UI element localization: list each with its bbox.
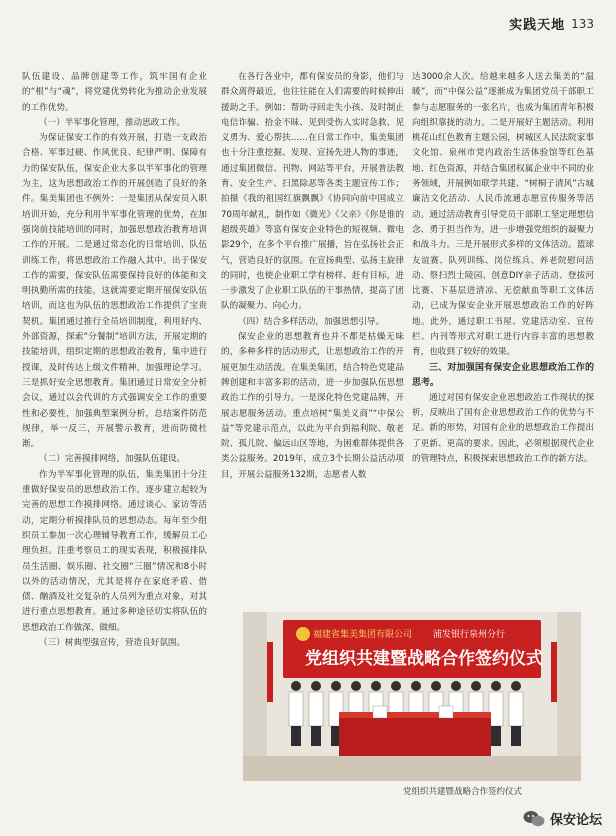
signing-table [339, 716, 491, 756]
section-title: 实践天地 [509, 18, 566, 33]
source-watermark [523, 809, 602, 828]
wechat-icon [523, 810, 545, 828]
paragraph: 作为半军事化管理的队伍，集美集团十分注重做好保安员的思想政治工作，逐步建立起较为完善的思想工作摸排网络。通过谈心、家访等活动，定期分析摸排队员的思想动态。每年至少组织员工参加一次心理辅导教育工作，缓解员工心理负担。注重考察员工的现实表现，积极摸排队员生活圈、娱乐圈、社交圈“三圈”情况和8小时以外的活动情况，尤其是将存在家庭矛盾、借债、酗酒及社交复杂的人员列为重点对象，对其进行重点思想教育。通过多种途径切实将队伍的思想政治工作做深、做细。 [22, 469, 207, 633]
signing-ceremony-figure [243, 612, 581, 797]
text-column-3 [412, 70, 594, 610]
text-column-1 [22, 70, 207, 651]
subheading: （二）完善摸排网络，加强队伍建设。 [39, 454, 186, 465]
page-header [509, 14, 594, 33]
paragraph: 为保证保安工作的有效开展，打造一支政治合格、军事过硬、作风优良、纪律严明、保障有力的保安队伍，保安企业大多以半军事化的管理为主，这为思想政治工作的开展创造了良好的条件。集美集团也不例外：一是集团从保安员入职培训开始，充分利用半军事化管理的优势，在加强岗前技能培训的同时，加强思想政治教育培训工作的开展。二是通过常态化的日常培训、队伍训练工作，将思想政治工作融入其中。出于保安工作的需要，保安队伍需要保持良好的体能和文明执勤所需的技能，这就需要定期开展保安队伍培训，而这也为队伍的思想政治工作提供了宝贵契机。集团通过推行全员培训制度，利用好内、外部资源，探索“分餐制”培训方法，开展定期的技能培训，组织定期的思想政治教育，集中进行授课，及时传达上级文件精神，加强理论学习。三是抓好安全思想教育。集团通过日常安全分析会议，通过以会代训的方式强调安全工作的重要性和必要性，加强典型案例分析，总结案件防范规律，举一反三，开展警示教育，进而防微杜渐。 [22, 133, 207, 450]
subheading: （三）树典型强宣传，营造良好氛围。 [39, 637, 186, 648]
section-heading: 三、对加强国有保安企业思想政治工作的思考。 [412, 362, 594, 388]
photo-illustration [243, 612, 581, 781]
page-number: 133 [571, 16, 594, 31]
signing-ceremony-photo [243, 612, 581, 781]
paragraph: 在各行各业中，都有保安员的身影，他们与群众离得最近，也往往能在人们需要的时候伸出援助之手。例如：帮助寻回走失小孩、及时制止电信诈骗、拾金不昧、见到受伤人实时急救、见义勇为、爱心帮扶……在日常工作中，集美集团也十分注重挖掘、发现、宣扬先进人物的事迹，通过集团微信、刊物、网站等平台，开展普法教育、安全生产、扫黑除恶等各类主题宣传工作；拍摄《我的祖国红旗飘飘》《协同向前中国成立70周年献礼，制作如《微光》《父亲》《你是谁的超级英雄》等富有保安企业特色的短视频、微电影29个，在多个平台推广展播，旨在弘扬社会正气，营造良好的氛围。在宣扬典型、弘扬主旋律的同时，也使企业职工学有榜样、赶有目标，进一步激发了企业职工队伍的干事热情，提高了团队的凝聚力、向心力。 [221, 72, 404, 312]
paragraph: 达3000余人次。给越来越多人送去集美的“温暖”，而“中保公益”逐渐成为集团党员干部职工参与志愿服务的一张名片，也成为集团青年积极向组织靠拢的动力。二是开展好主题活动。利用桃花山红色教育主题公园，树城区人民法院家事文化馆、泉州市党内政治生活体验馆等红色基地、红色资源，并结合集团权属企业中不同的业务领域，开展例如联学共建、“树桐子清风”古城廉洁文化活动、人民币流通志愿宣传服务等活动。通过活动教育引导党员干部职工坚定理想信念、勇于担当作为，进一步增强党组织的凝聚力和战斗力。三是开展形式多样的文体活动。篮球友谊赛、队列训练、岗位练兵、养老院慰问活动、祭扫烈士陵园、创意DIY亲子活动、登拔河比赛、下基层进清凉、无偿献血等职工文体活动，已成为保安企业开展思想政治工作的好阵地。此外，通过职工书屋、党建活动室、宣传栏、内刊等形式对职工进行内容丰富的思想教育，也收到了较好的效果。 [412, 72, 594, 358]
party-emblem-icon [296, 627, 310, 641]
text-column-2 [221, 70, 404, 483]
paragraph: 队伍建设、品牌创建等工作，筑牢国有企业的“根”与“魂”，将党建优势转化为推动企业发展的工作优势。 [22, 72, 207, 113]
watermark-text: 保安论坛 [549, 813, 602, 828]
seated-signer-2 [439, 706, 453, 718]
banner-org-1: 福建省集美集团有限公司 [313, 630, 413, 640]
subheading: （一）半军事化管理，推动思政工作。 [39, 117, 186, 128]
photo-caption: 党组织共建暨战略合作签约仪式 [403, 787, 523, 797]
seated-signer-1 [373, 706, 387, 718]
paragraph: 通过对国有保安企业思想政治工作现状的探析，反映出了国有企业思想政治工作的优势与不足。新的形势，对国有企业的思想政治工作提出了更新、更高的要求。因此，必须根据现代企业的管理特点，积极探索思想政治工作的新方法。 [412, 392, 594, 464]
subheading: （四）结合多样活动，加强思想引导。 [238, 316, 385, 327]
banner-org-2: 浦发银行泉州分行 [433, 630, 506, 640]
banner-title: 党组织共建暨战略合作签约仪式 [305, 649, 543, 669]
paragraph: 保安企业的思想教育也并不都是枯燥无味的，多种多样的活动形式，让思想政治工作的开展更加生动活泼。在集美集团，结合特色党建品牌创建和丰富多彩的活动，进一步加强队伍思想政治工作的引导力。一是深化特色党建品牌，开展志愿服务活动。重点培树“集美义商”“中保公益”等党建示范点，以此为平台到福利院、敬老院、孤儿院、偏远山区等地，为困难群体提供各类公益服务。2019年，成立3个长期公益活动项目，开展公益服务132期，志愿者人数 [221, 332, 404, 480]
